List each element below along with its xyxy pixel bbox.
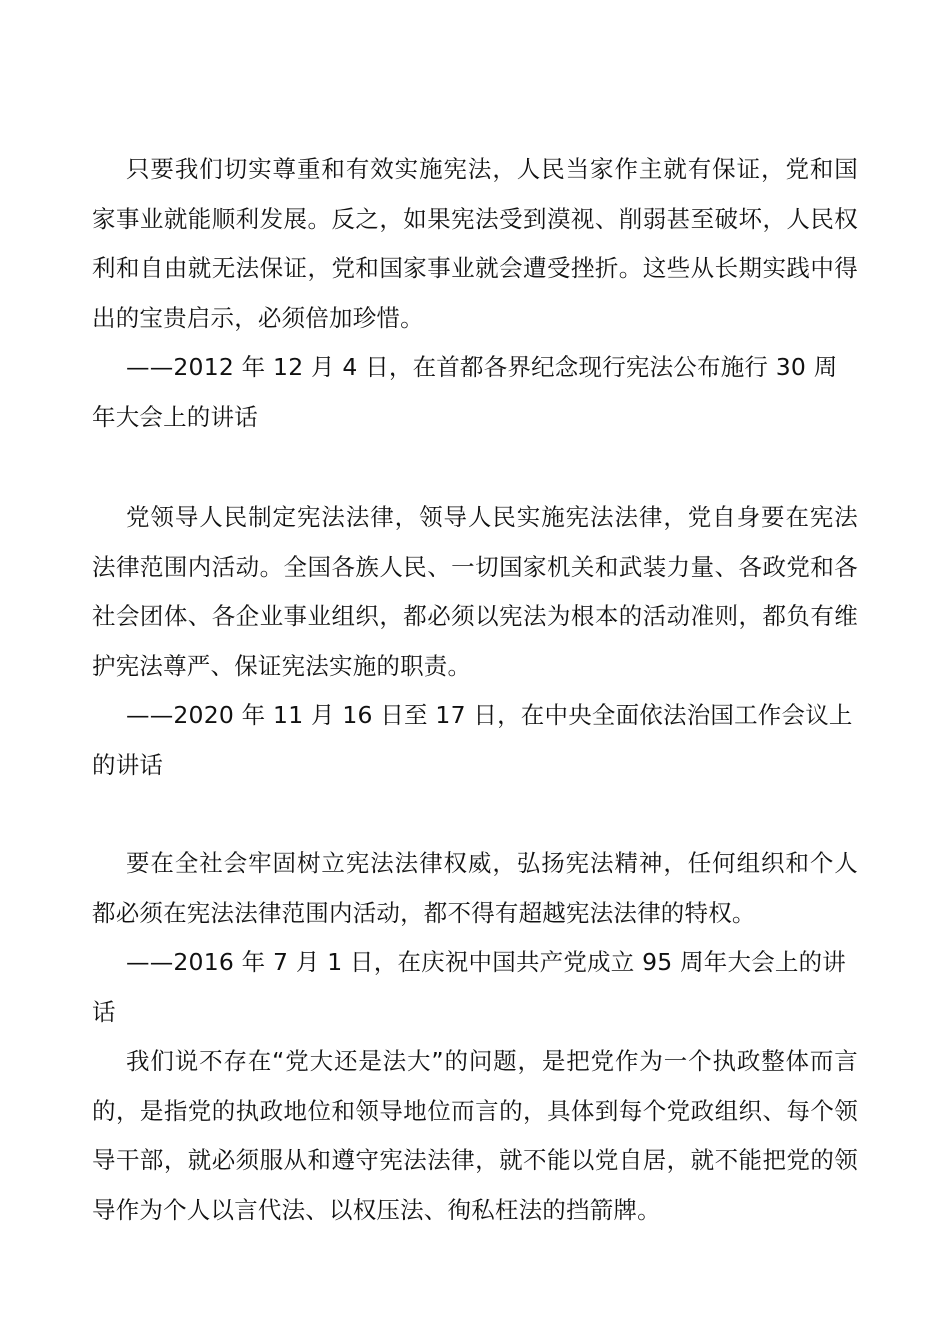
quote-block-1 (92, 145, 858, 442)
quote-text: 我们说不存在“党大还是法大”的问题，是把党作为一个执政整体而言的，是指党的执政地位和领导地位而言的，具体到每个党政组织、每个领导干部，就必须服从和遵守宪法法律，就不能以党自居，就不能把党的领导作为个人以言代法、以权压法、徇私枉法的挡箭牌。 (92, 1047, 858, 1224)
quote-block-2 (92, 493, 858, 790)
quote-block-3 (92, 839, 858, 1037)
quote-text: 要在全社会牢固树立宪法法律权威，弘扬宪法精神，任何组织和个人都必须在宪法法律范围内活动，都不得有超越宪法法律的特权。 (92, 849, 858, 927)
quote-text: 党领导人民制定宪法法律，领导人民实施宪法法律，党自身要在宪法法律范围内活动。全国各族人民、一切国家机关和武装力量、各政党和各社会团体、各企业事业组织，都必须以宪法为根本的活动准则，都负有维护宪法尊严、保证宪法实施的职责。 (92, 503, 858, 680)
quote-source: ——2016 年 7 月 1 日，在庆祝中国共产党成立 95 周年大会上的讲话 (92, 948, 847, 1026)
quote-text: 只要我们切实尊重和有效实施宪法，人民当家作主就有保证，党和国家事业就能顺利发展。反之，如果宪法受到漠视、削弱甚至破坏，人民权利和自由就无法保证，党和国家事业就会遭受挫折。这些从长期实践中得出的宝贵启示，必须倍加珍惜。 (92, 155, 858, 332)
quote-block-4 (92, 1037, 858, 1235)
quote-source: ——2020 年 11 月 16 日至 17 日，在中央全面依法治国工作会议上的讲话 (92, 701, 853, 779)
quote-source: ——2012 年 12 月 4 日，在首都各界纪念现行宪法公布施行 30 周年大会上的讲话 (92, 353, 838, 431)
